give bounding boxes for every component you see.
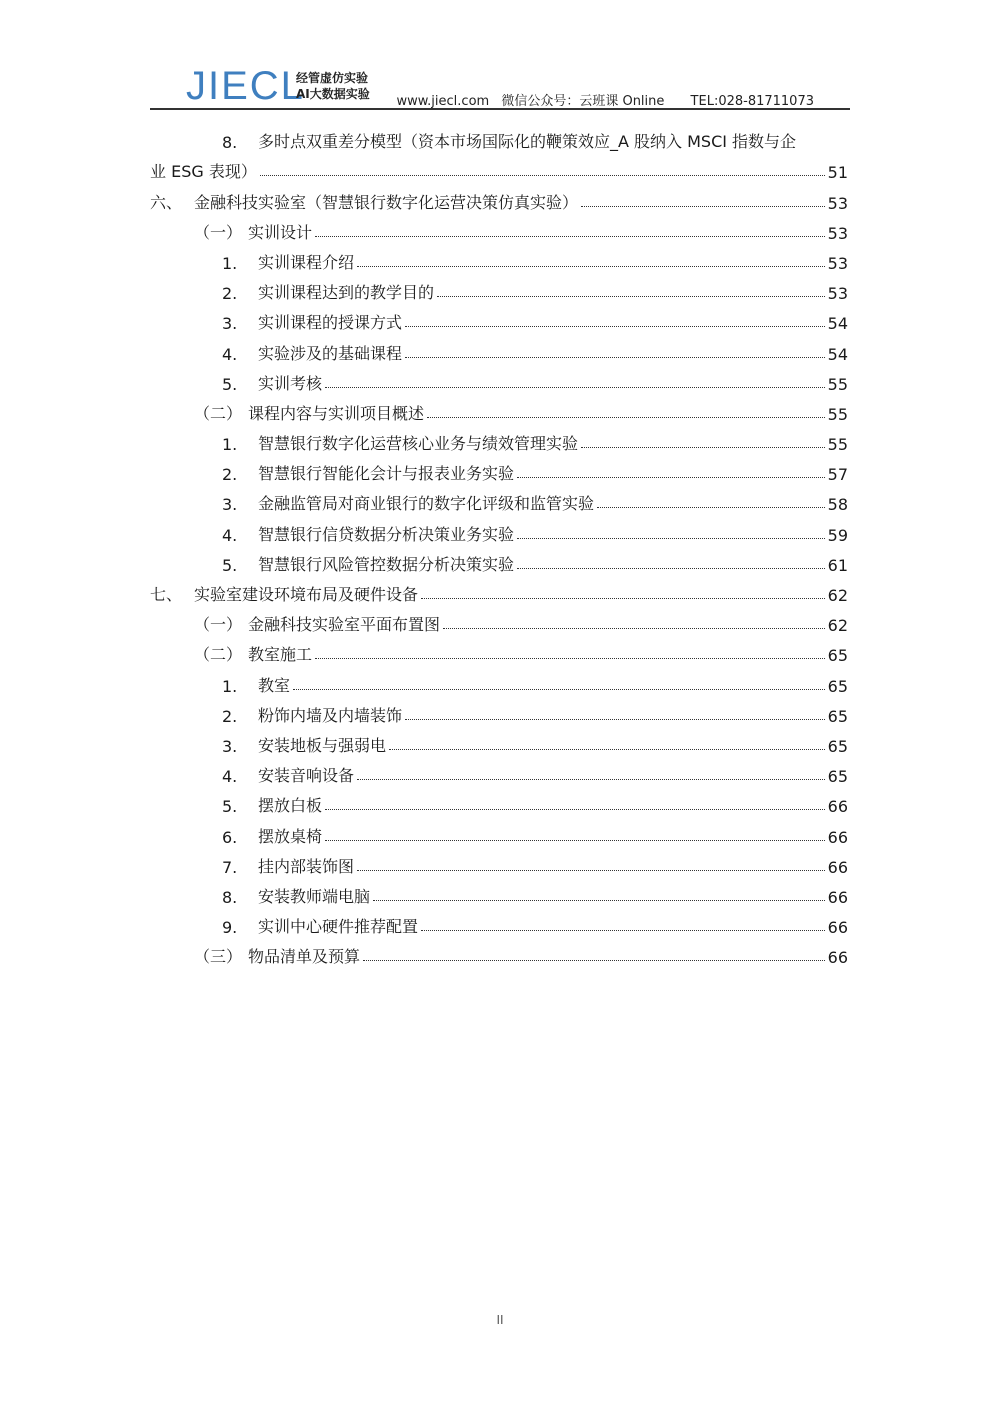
toc-entry[interactable] [150,847,848,877]
toc-entry[interactable] [150,424,848,454]
toc-entry[interactable] [150,605,848,635]
toc-entry[interactable] [150,907,848,937]
toc-entry[interactable] [150,937,848,967]
toc-entry[interactable] [150,484,848,514]
toc-entry-number: 7. [222,857,238,877]
table-of-contents [150,122,848,967]
toc-page-number: 66 [827,918,848,938]
toc-entry-number: （一） [194,222,243,242]
toc-entry-number: 4. [222,344,238,364]
toc-entry[interactable] [150,182,848,212]
logo-subtitle-line2: AI大数据实验 [296,87,370,101]
header-wechat: 微信公众号：云班课 Online [501,94,665,109]
toc-entry-number: （三） [194,947,243,967]
toc-entry-number: 七、 [150,585,183,604]
toc-entry-number: 六、 [150,192,183,212]
toc-dot-leader [357,869,825,871]
toc-dot-leader [315,235,825,237]
toc-page-number: 53 [827,223,848,243]
toc-entry[interactable] [150,575,848,605]
toc-dot-leader [325,808,825,810]
toc-entry-number: 4. [222,767,238,787]
toc-entry[interactable] [150,877,848,907]
toc-entry-title: 课程内容与实训项目概述 [248,403,425,423]
toc-entry-title: 教室施工 [248,645,313,665]
toc-dot-leader [437,295,825,297]
toc-dot-leader [315,657,825,659]
toc-entry-number: 5. [222,555,238,575]
toc-dot-leader [405,356,825,358]
toc-entry[interactable] [150,514,848,544]
toc-entry-title: 教室 [258,675,291,695]
toc-entry[interactable] [150,635,848,665]
logo-subtitle-line1: 经管虚仿实验 [296,71,369,85]
toc-entry-title: 摆放白板 [258,796,323,816]
toc-page-number: 66 [827,827,848,847]
toc-entry-title: 智慧银行智能化会计与报表业务实验 [258,464,515,484]
toc-page-number: 55 [827,435,848,455]
toc-entry-number: 8. [222,887,238,907]
toc-entry-title: 金融科技实验室平面布置图 [248,615,441,635]
header-contact [388,90,814,109]
footer-page-number: II [496,1313,504,1327]
toc-entry-number: 6. [222,827,238,847]
toc-entry-title: 粉饰内墙及内墙装饰 [258,705,403,725]
toc-page-number: 58 [827,495,848,515]
toc-entry-number: 1. [222,253,238,273]
toc-entry[interactable] [150,243,848,273]
toc-entry-wrapped-line2[interactable] [150,152,848,182]
toc-entry-title: 实训课程介绍 [258,252,355,272]
toc-dot-leader [517,537,825,539]
toc-dot-leader [421,597,825,599]
logo: JIECL [186,64,305,108]
toc-entry-number: 4. [222,525,238,545]
toc-entry-title: 实训课程达到的教学目的 [258,283,435,303]
toc-entry-list [150,182,848,967]
toc-entry-number: 3. [222,314,238,334]
toc-entry-number: 1. [222,676,238,696]
toc-entry[interactable] [150,273,848,303]
toc-dot-leader [357,778,825,780]
toc-dot-leader [421,929,825,931]
toc-page-number: 54 [827,314,848,334]
toc-page-number: 53 [827,253,848,273]
toc-page-number: 62 [827,586,848,605]
toc-entry-title: 实训课程的授课方式 [258,313,403,333]
toc-entry[interactable] [150,333,848,363]
toc-page-number: 61 [827,555,848,575]
toc-entry-title: 多时点双重差分模型（资本市场国际化的鞭策效应_A 股纳入 MSCI 指数与企 [258,132,797,152]
toc-dot-leader [373,899,825,901]
toc-page-number: 55 [827,374,848,394]
toc-entry-number: 5. [222,374,238,394]
toc-entry-title: 摆放桌椅 [258,826,323,846]
toc-page-number: 54 [827,344,848,364]
toc-entry-number: （一） [194,615,243,635]
toc-dot-leader [581,446,825,448]
toc-dot-leader [517,476,825,478]
header-tel: TEL:028-81711073 [690,94,814,109]
toc-entry-number: 8. [222,133,238,153]
toc-entry[interactable] [150,213,848,243]
toc-dot-leader [517,567,825,569]
page-header [150,62,850,108]
toc-entry-title: 安装教师端电脑 [258,886,371,906]
toc-entry-title: 实训考核 [258,373,323,393]
toc-entry-title: 智慧银行数字化运营核心业务与绩效管理实验 [258,434,579,454]
toc-dot-leader [293,688,825,690]
toc-entry-number: 1. [222,435,238,455]
toc-entry-number: （二） [194,645,243,665]
toc-entry-title: 安装地板与强弱电 [258,735,387,755]
toc-dot-leader [581,205,825,207]
header-divider [150,108,850,110]
toc-page-number: 57 [827,465,848,485]
toc-page-number: 65 [827,706,848,726]
toc-entry-title: 实验室建设环境布局及硬件设备 [194,585,419,604]
toc-entry-number: 5. [222,797,238,817]
toc-entry-title: 金融监管局对商业银行的数字化评级和监管实验 [258,494,595,514]
toc-entry-title: 智慧银行信贷数据分析决策业务实验 [258,524,515,544]
toc-entry-title: 挂内部装饰图 [258,856,355,876]
toc-entry-number: 9. [222,918,238,938]
toc-dot-leader [405,325,825,327]
toc-entry-title: 实训中心硬件推荐配置 [258,917,419,937]
toc-entry[interactable] [150,816,848,846]
toc-entry[interactable] [150,454,848,484]
toc-entry-title: 金融科技实验室（智慧银行数字化运营决策仿真实验） [194,192,579,212]
toc-page-number: 55 [827,404,848,424]
toc-entry-title: 实验涉及的基础课程 [258,343,403,363]
toc-entry[interactable] [150,756,848,786]
header-website: www.jiecl.com [396,94,490,109]
toc-page-number: 66 [827,887,848,907]
toc-page-number: 66 [827,857,848,877]
toc-page-number: 65 [827,736,848,756]
toc-entry-number: 2. [222,284,238,304]
toc-page-number: 66 [827,948,848,968]
toc-page-number: 65 [827,676,848,696]
toc-page-number: 62 [827,616,848,636]
toc-dot-leader [357,265,825,267]
toc-entry-number: 3. [222,736,238,756]
toc-entry[interactable] [150,665,848,695]
toc-entry[interactable] [150,786,848,816]
toc-dot-leader [389,748,825,750]
toc-entry-title: 实训设计 [248,222,313,242]
toc-entry-number: 2. [222,706,238,726]
toc-entry[interactable] [150,696,848,726]
toc-page-number: 59 [827,525,848,545]
toc-entry[interactable] [150,726,848,756]
toc-dot-leader [427,416,825,418]
toc-entry[interactable] [150,364,848,394]
toc-dot-leader [325,839,825,841]
toc-entry-title: 物品清单及预算 [248,947,361,967]
toc-entry-wrapped-line1[interactable] [150,122,848,152]
toc-entry-number: 3. [222,495,238,515]
toc-dot-leader [405,718,825,720]
toc-entry[interactable] [150,303,848,333]
toc-entry-title: 智慧银行风险管控数据分析决策实验 [258,554,515,574]
toc-dot-leader [260,174,825,176]
toc-page-number: 53 [827,284,848,304]
toc-page-number: 51 [827,163,848,183]
toc-page-number: 65 [827,646,848,666]
toc-page-number: 66 [827,797,848,817]
toc-entry-title-continued: 业 ESG 表现） [150,162,257,182]
toc-entry-number: （二） [194,403,243,423]
toc-page-number: 65 [827,767,848,787]
toc-dot-leader [325,386,825,388]
toc-dot-leader [597,506,825,508]
toc-entry-title: 安装音响设备 [258,766,355,786]
toc-dot-leader [443,627,825,629]
logo-subtitle [296,70,370,102]
toc-entry-number: 2. [222,465,238,485]
toc-entry[interactable] [150,545,848,575]
toc-page-number: 53 [827,193,848,213]
toc-dot-leader [363,959,825,961]
toc-entry[interactable] [150,394,848,424]
